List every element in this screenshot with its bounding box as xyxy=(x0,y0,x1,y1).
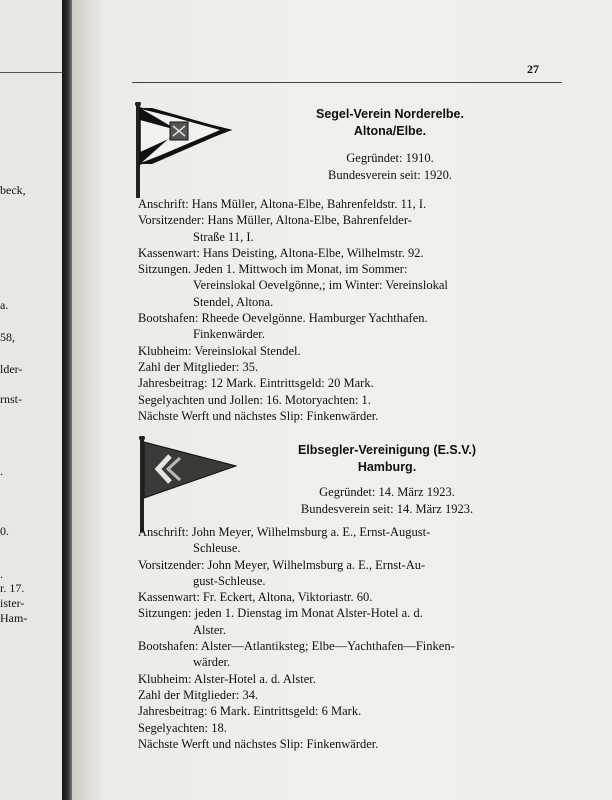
book-page xyxy=(72,0,612,800)
left-page-fragment: Ham- xyxy=(0,611,28,625)
club-entry xyxy=(138,375,568,391)
left-page-fragment: r. 17. xyxy=(0,581,25,595)
left-page-fragment: ister- xyxy=(0,596,25,610)
club-entry xyxy=(138,671,568,687)
left-page-fragment: 58, xyxy=(0,330,15,344)
club-1-name: Segel-Verein Norderelbe. xyxy=(316,107,464,121)
entry-continuation-line: gust-Schleuse. xyxy=(193,573,266,588)
entry-line: Zahl der Mitglieder: 35. xyxy=(138,359,259,374)
entry-line: Vorsitzender: John Meyer, Wilhelmsburg a. E., Ernst-Au- xyxy=(138,557,426,572)
left-page-fragment: 0. xyxy=(0,524,9,538)
entry-line: Jahresbeitrag: 6 Mark. Eintrittsgeld: 6 Mark. xyxy=(138,704,362,719)
left-page-fragment: . xyxy=(0,464,3,478)
left-page-rule xyxy=(0,72,62,73)
entry-line: Segelyachten und Jollen: 16. Motoryachten: 1. xyxy=(138,392,371,407)
entry-line: Zahl der Mitglieder: 34. xyxy=(138,687,259,702)
club-2-founded: Gegründet: 14. März 1923. xyxy=(319,485,455,499)
entry-line: Sitzungen. Jeden 1. Mittwoch im Monat, im Sommer: xyxy=(138,262,408,277)
entry-line: Kassenwart: Hans Deisting, Altona-Elbe, Wilhelmstr. 92. xyxy=(138,245,424,260)
header-rule xyxy=(132,82,562,83)
entry-line: Anschrift: Hans Müller, Altona-Elbe, Bahrenfeldstr. 11, I. xyxy=(138,197,427,211)
club-entry xyxy=(138,589,568,605)
book-gutter xyxy=(62,0,72,800)
club-entry xyxy=(138,245,568,261)
club-entry xyxy=(138,212,568,245)
club-entry xyxy=(138,638,568,671)
entry-continuation-line: Finkenwärder. xyxy=(193,327,265,342)
left-page-edge xyxy=(0,0,62,800)
entry-continuation-line: Alster. xyxy=(193,622,226,637)
club-pennant-1-icon xyxy=(134,102,234,198)
entry-line: Nächste Werft und nächstes Slip: Finkenwärder. xyxy=(138,736,379,751)
club-entry xyxy=(138,703,568,719)
club-pennant-2-icon xyxy=(138,436,238,532)
club-entry xyxy=(138,408,568,424)
club-1-meta xyxy=(280,150,500,184)
entry-continuation-line: Schleuse. xyxy=(193,541,241,556)
entry-line: Klubheim: Vereinslokal Stendel. xyxy=(138,343,301,358)
club-1-title xyxy=(290,106,490,140)
club-entry xyxy=(138,736,568,752)
club-1-founded: Gegründet: 1910. xyxy=(346,151,434,165)
entry-line: Bootshafen: Alster—Atlantiksteg; Elbe—Yachthafen—Finken- xyxy=(138,639,455,654)
entry-line: Jahresbeitrag: 12 Mark. Eintrittsgeld: 20 Mark. xyxy=(138,376,374,391)
club-1-member-since: Bundesverein seit: 1920. xyxy=(328,168,452,182)
entry-line: Bootshafen: Rheede Oevelgönne. Hamburger Yachthafen. xyxy=(138,311,428,326)
club-entry xyxy=(138,261,568,310)
entry-line: Sitzungen: jeden 1. Dienstag im Monat Alster-Hotel a. d. xyxy=(138,606,423,621)
club-entry xyxy=(138,687,568,703)
club-2-meta xyxy=(272,484,502,518)
club-entry xyxy=(138,720,568,736)
entry-line: Kassenwart: Fr. Eckert, Altona, Viktoriastr. 60. xyxy=(138,590,373,605)
club-2-name: Elbsegler-Vereinigung (E.S.V.) xyxy=(297,443,477,457)
left-page-fragment: beck, xyxy=(0,183,26,197)
club-entry xyxy=(138,557,568,590)
entry-continuation-line: wärder. xyxy=(193,655,231,670)
club-2-member-since: Bundesverein seit: 14. März 1923. xyxy=(300,502,474,516)
entry-continuation-line: Stendel, Altona. xyxy=(193,294,274,309)
entry-line: Vorsitzender: Hans Müller, Altona-Elbe, Bahrenfelder- xyxy=(138,213,412,228)
club-entry xyxy=(138,524,568,557)
entry-continuation-line: Vereinslokal Oevelgönne,; im Winter: Vereinslokal xyxy=(193,278,448,293)
entry-line: Segelyachten: 18. xyxy=(138,720,227,735)
club-entry xyxy=(138,605,568,638)
entry-line: Klubheim: Alster-Hotel a. d. Alster. xyxy=(138,671,316,686)
entry-line: Anschrift: John Meyer, Wilhelmsburg a. E., Ernst-August- xyxy=(138,525,431,539)
club-2-entries xyxy=(138,524,568,752)
entry-continuation-line: Straße 11, I. xyxy=(193,229,254,244)
club-2-title xyxy=(282,442,492,476)
left-page-fragment: . xyxy=(0,567,3,581)
left-page-fragment: lder- xyxy=(0,362,23,376)
club-entry xyxy=(138,359,568,375)
club-entry xyxy=(138,310,568,343)
page-number: 27 xyxy=(527,62,539,76)
left-page-fragment: a. xyxy=(0,298,9,312)
club-entry xyxy=(138,196,568,212)
club-1-entries xyxy=(138,196,568,424)
club-entry xyxy=(138,343,568,359)
club-2-location: Hamburg. xyxy=(357,460,417,474)
club-entry xyxy=(138,392,568,408)
entry-line: Nächste Werft und nächstes Slip: Finkenwärder. xyxy=(138,408,379,423)
club-1-location: Altona/Elbe. xyxy=(353,124,427,138)
left-page-fragment: rnst- xyxy=(0,392,22,406)
